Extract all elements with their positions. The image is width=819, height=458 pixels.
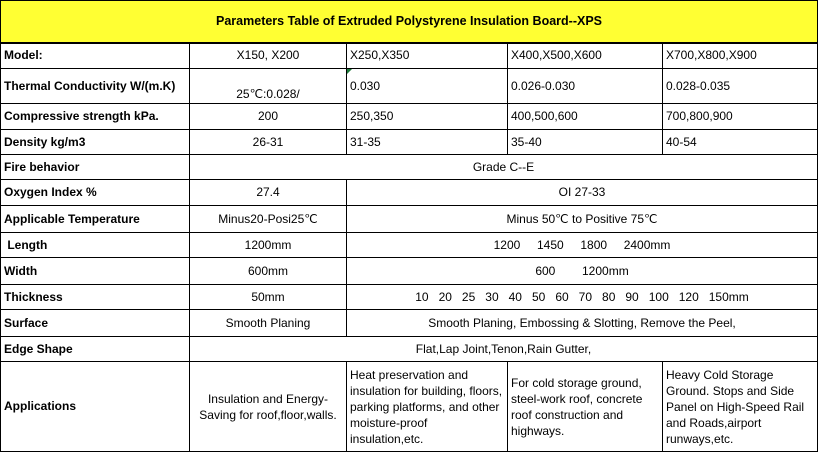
cell: Flat,Lap Joint,Tenon,Rain Gutter, — [190, 337, 818, 362]
cell: Smooth Planing, Embossing & Slotting, Remove the Peel, — [347, 310, 818, 337]
cell: 31-35 — [347, 130, 508, 155]
cell: 0.030 — [347, 69, 508, 104]
title-row — [1, 1, 818, 43]
cell: 0.026-0.030 — [508, 69, 663, 104]
row-label: Density kg/m3 — [1, 130, 190, 155]
row-thickness — [1, 285, 818, 310]
cell: 1200 1450 1800 2400mm — [347, 233, 818, 258]
cell: Smooth Planing — [190, 310, 347, 337]
cell: 200 — [190, 104, 347, 130]
row-label: Compressive strength kPa. — [1, 104, 190, 130]
cell: 1200mm — [190, 233, 347, 258]
cell: 25℃:0.028/ — [190, 69, 347, 104]
row-label: Length — [1, 233, 190, 258]
row-applicable-temperature — [1, 206, 818, 233]
cell: 600 1200mm — [347, 258, 818, 285]
cell: Minus 50℃ to Positive 75℃ — [347, 206, 818, 233]
cell: 10 20 25 30 40 50 60 70 80 90 100 120 150mm — [347, 285, 818, 310]
cell: 27.4 — [190, 180, 347, 206]
row-density — [1, 130, 818, 155]
cell: 50mm — [190, 285, 347, 310]
cell: X250,X350 — [347, 43, 508, 69]
row-surface — [1, 310, 818, 337]
cell: X700,X800,X900 — [663, 43, 818, 69]
cell: 40-54 — [663, 130, 818, 155]
table-title: Parameters Table of Extruded Polystyrene Insulation Board--XPS — [1, 1, 818, 43]
cell: OI 27-33 — [347, 180, 818, 206]
cell: 400,500,600 — [508, 104, 663, 130]
row-label: Applicable Temperature — [1, 206, 190, 233]
row-label: Applications — [1, 362, 190, 452]
cell: Grade C--E — [190, 155, 818, 180]
row-model — [1, 43, 818, 69]
row-compressive-strength — [1, 104, 818, 130]
row-oxygen-index — [1, 180, 818, 206]
cell: Minus20-Posi25℃ — [190, 206, 347, 233]
row-label: Surface — [1, 310, 190, 337]
row-edge-shape — [1, 337, 818, 362]
row-thermal-conductivity — [1, 69, 818, 104]
row-label: Model: — [1, 43, 190, 69]
row-label: Oxygen Index % — [1, 180, 190, 206]
cell: 250,350 — [347, 104, 508, 130]
cell: Insulation and Energy-Saving for roof,floor,walls. — [190, 362, 347, 452]
row-label: Width — [1, 258, 190, 285]
row-width — [1, 258, 818, 285]
cell: X150, X200 — [190, 43, 347, 69]
cell: 600mm — [190, 258, 347, 285]
row-label: Thermal Conductivity W/(m.K) — [1, 69, 190, 104]
cell: X400,X500,X600 — [508, 43, 663, 69]
row-label: Edge Shape — [1, 337, 190, 362]
row-applications — [1, 362, 818, 452]
cell: 700,800,900 — [663, 104, 818, 130]
row-label: Thickness — [1, 285, 190, 310]
cell: For cold storage ground, steel-work roof, concrete roof construction and highways. — [508, 362, 663, 452]
row-fire-behavior — [1, 155, 818, 180]
row-length — [1, 233, 818, 258]
cell: 35-40 — [508, 130, 663, 155]
cell: 0.028-0.035 — [663, 69, 818, 104]
cell: Heat preservation and insulation for building, floors, parking platforms, and other moisture-proof insulation,etc. — [347, 362, 508, 452]
cell: 26-31 — [190, 130, 347, 155]
cell: Heavy Cold Storage Ground. Stops and Side Panel on High-Speed Rail and Roads,airport runways,etc. — [663, 362, 818, 452]
row-label: Fire behavior — [1, 155, 190, 180]
